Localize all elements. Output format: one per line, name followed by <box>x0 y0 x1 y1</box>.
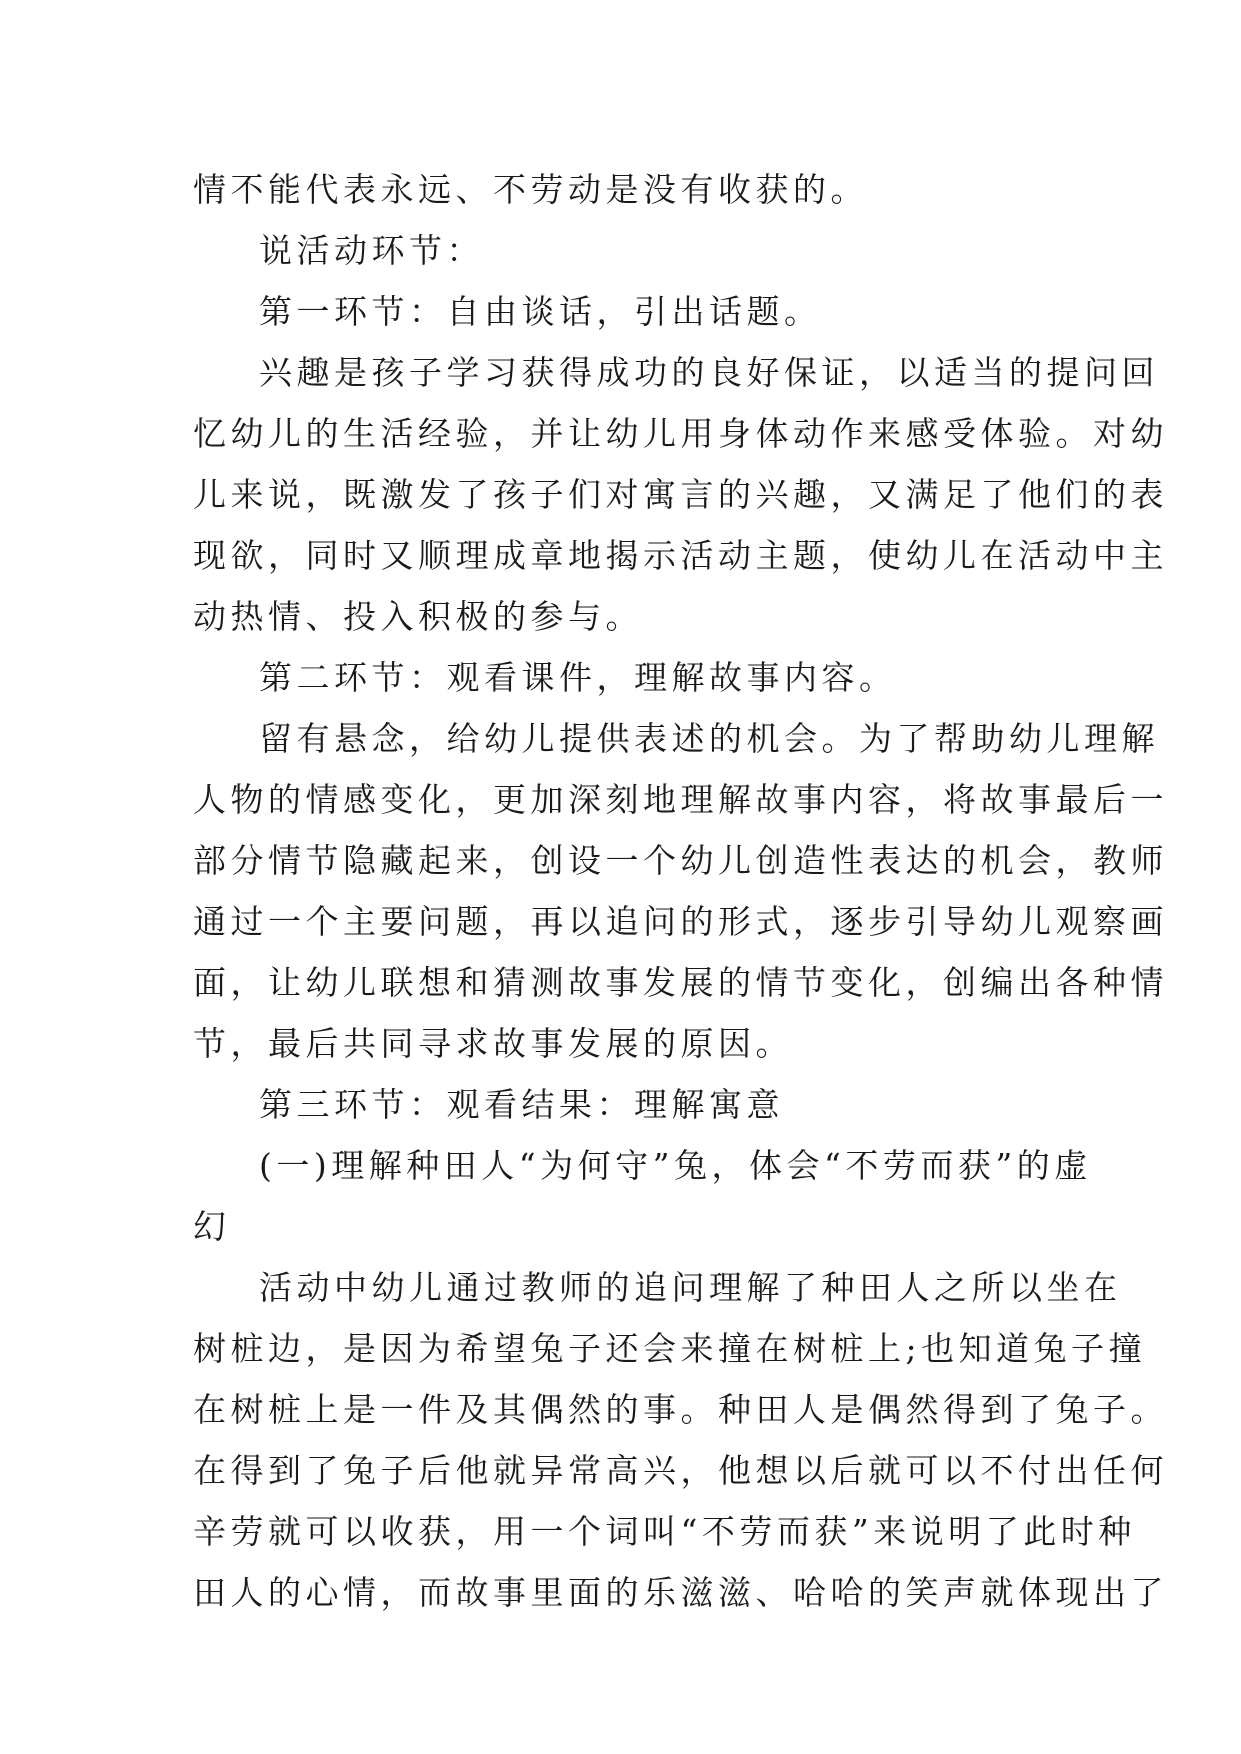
text-line: 现欲，同时又顺理成章地揭示活动主题，使幼儿在活动中主 <box>193 536 1168 575</box>
document-body <box>193 159 1168 1623</box>
text-line: 部分情节隐藏起来，创设一个幼儿创造性表达的机会，教师 <box>193 841 1168 880</box>
subsection-heading: 幻 <box>193 1207 231 1246</box>
text-line: 情不能代表永远、不劳动是没有收获的。 <box>193 170 868 209</box>
section-heading: 第三环节：观看结果：理解寓意 <box>259 1085 784 1124</box>
text-line: 儿来说，既激发了孩子们对寓言的兴趣，又满足了他们的表 <box>193 475 1168 514</box>
text-line: 树桩边，是因为希望兔子还会来撞在树桩上;也知道兔子撞 <box>193 1329 1147 1368</box>
text-line: 在得到了兔子后他就异常高兴，他想以后就可以不付出任何 <box>193 1451 1168 1490</box>
subsection-heading: (一)理解种田人“为何守”兔，体会“不劳而获”的虚 <box>259 1146 1092 1185</box>
text-line: 说活动环节： <box>259 231 484 270</box>
text-line: 节，最后共同寻求故事发展的原因。 <box>193 1024 793 1063</box>
text-line: 通过一个主要问题，再以追问的形式，逐步引导幼儿观察画 <box>193 902 1168 941</box>
text-line: 忆幼儿的生活经验，并让幼儿用身体动作来感受体验。对幼 <box>193 414 1168 453</box>
text-line: 辛劳就可以收获，用一个词叫“不劳而获”来说明了此时种 <box>193 1512 1136 1551</box>
section-heading: 第一环节：自由谈话，引出话题。 <box>259 292 822 331</box>
text-line: 面，让幼儿联想和猜测故事发展的情节变化，创编出各种情 <box>193 963 1168 1002</box>
text-line: 动热情、投入积极的参与。 <box>193 597 643 636</box>
text-line: 在树桩上是一件及其偶然的事。种田人是偶然得到了兔子。 <box>193 1390 1168 1429</box>
text-line: 田人的心情，而故事里面的乐滋滋、哈哈的笑声就体现出了 <box>193 1573 1168 1612</box>
text-line: 活动中幼儿通过教师的追问理解了种田人之所以坐在 <box>259 1268 1122 1307</box>
text-line: 兴趣是孩子学习获得成功的良好保证，以适当的提问回 <box>259 353 1159 392</box>
text-line: 留有悬念，给幼儿提供表述的机会。为了帮助幼儿理解 <box>259 719 1159 758</box>
text-line: 人物的情感变化，更加深刻地理解故事内容，将故事最后一 <box>193 780 1168 819</box>
section-heading: 第二环节：观看课件，理解故事内容。 <box>259 658 897 697</box>
